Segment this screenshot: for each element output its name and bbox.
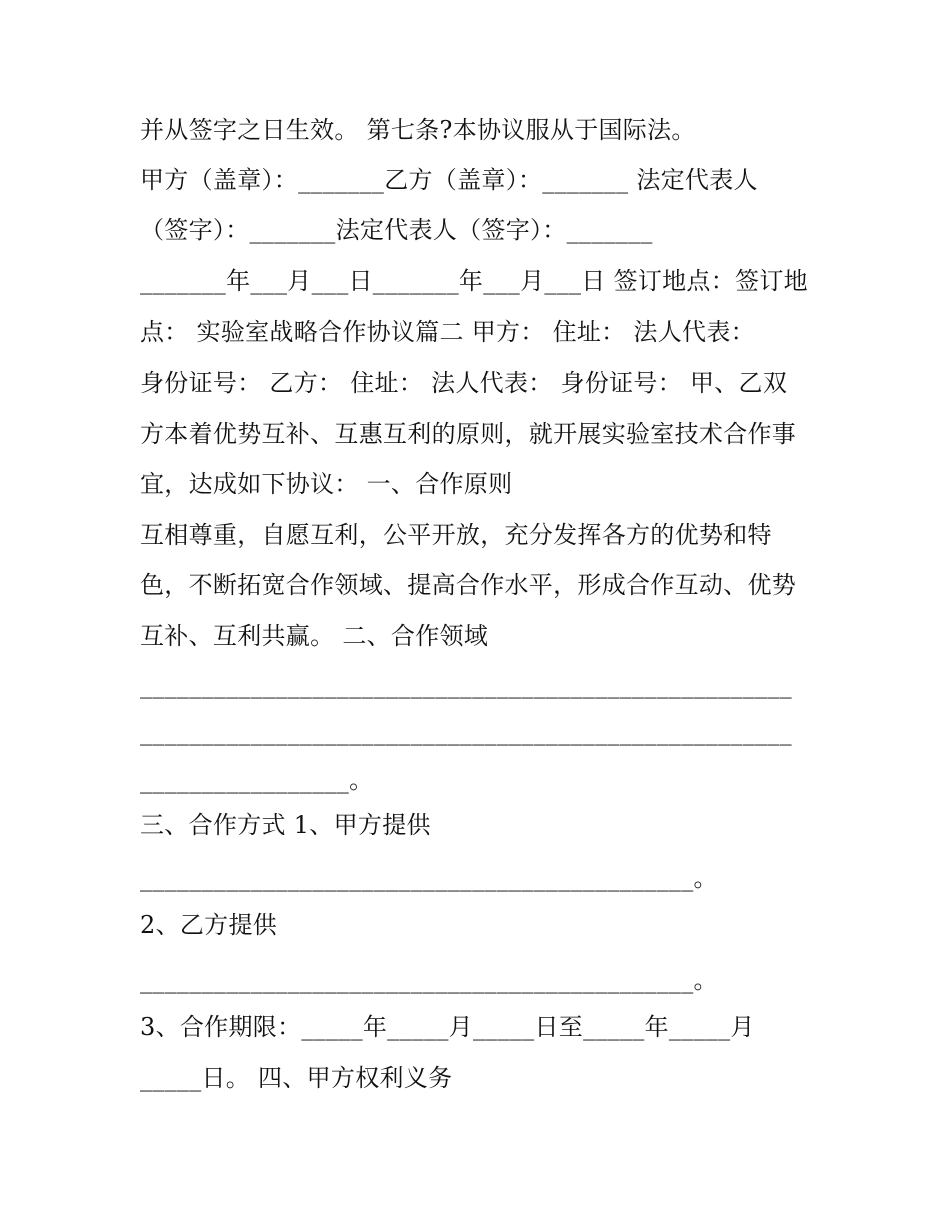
text-line: 互补、互利共赢。 二、合作领域: [140, 622, 489, 650]
text-line: _______年___月___日_______年___月___日 签订地点：签订地: [140, 267, 808, 295]
text-line: 并从签字之日生效。 第七条?本协议服从于国际法。: [140, 116, 696, 144]
blank-line: _____________________________________________________: [140, 718, 792, 746]
text-line: 甲方（盖章）：_______乙方（盖章）：_______ 法定代表人: [140, 166, 758, 194]
text-line: 2、乙方提供: [140, 911, 278, 939]
blank-line: _________________。: [140, 766, 374, 794]
text-line: 色，不断拓宽合作领域、提高合作水平，形成合作互动、优势: [140, 571, 797, 599]
text-line: 互相尊重，自愿互利，公平开放，充分发挥各方的优势和特: [140, 521, 772, 549]
text-line: _____日。 四、甲方权利义务: [140, 1064, 453, 1092]
text-line: 方本着优势互补、互惠互利的原则，就开展实验室技术合作事: [140, 420, 797, 448]
text-line: 宜，达成如下协议： 一、合作原则: [140, 470, 513, 498]
text-line: 3、合作期限：_____年_____月_____日至_____年_____月: [140, 1013, 755, 1041]
blank-line: _____________________________________________________: [140, 671, 792, 699]
blank-line: _____________________________________________。: [140, 864, 718, 892]
text-line: 身份证号： 乙方： 住址： 法人代表： 身份证号： 甲、乙双: [140, 369, 788, 397]
text-line: （签字）：_______法定代表人（签字）：_______: [140, 216, 653, 244]
text-line: 点： 实验室战略合作协议篇二 甲方： 住址： 法人代表：: [140, 318, 755, 346]
text-line: 三、合作方式 1、甲方提供: [140, 811, 431, 839]
blank-line: _____________________________________________。: [140, 966, 718, 994]
